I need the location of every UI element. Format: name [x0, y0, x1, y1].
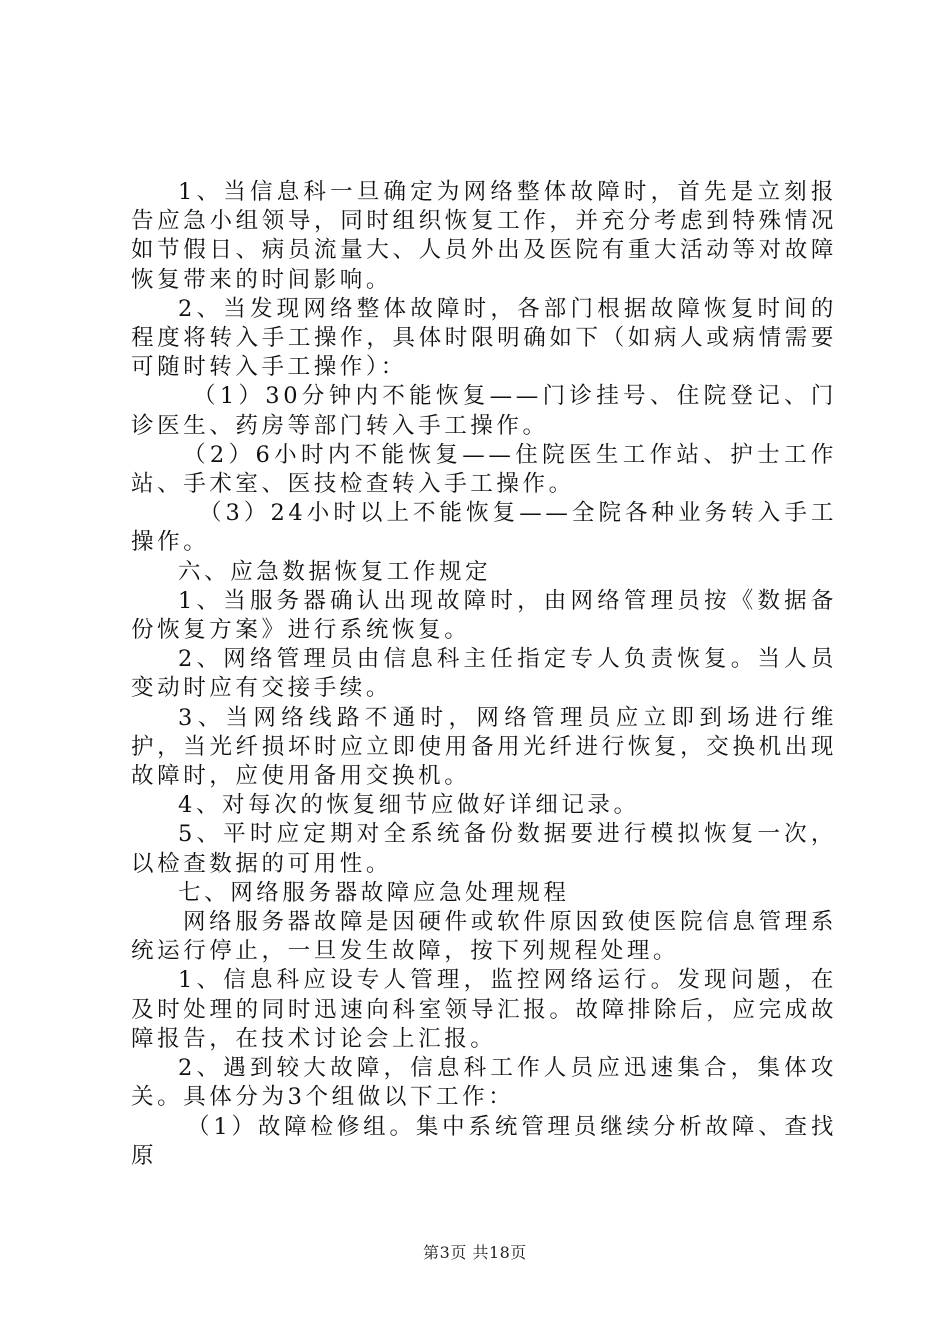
document-body	[131, 178, 837, 1171]
page-number-footer: 第3页 共18页	[423, 1243, 527, 1262]
paragraph-10: 4、对每次的恢复细节应做好详细记录。	[178, 792, 640, 819]
paragraph-1: 1、当信息科一旦确定为网络整体故障时，首先是立刻报告应急小组领导，同时组织恢复工作，并充分考虑到特殊情况如节假日、病员流量大、人员外出及医院有重大活动等对故障恢复带来的时间影响。	[131, 179, 837, 293]
paragraph-5: （3）24小时以上不能恢复——全院各种业务转入手工操作。	[131, 500, 837, 556]
paragraph-3: （1）30分钟内不能恢复——门诊挂号、住院登记、门诊医生、药房等部门转入手工操作。	[131, 383, 837, 439]
section-heading-6: 六、应急数据恢复工作规定	[178, 558, 492, 585]
paragraph-4: （2）6小时内不能恢复——住院医生工作站、护士工作站、手术室、医技检查转入手工操作。	[131, 441, 837, 498]
paragraph-15: 2、遇到较大故障，信息科工作人员应迅速集合，集体攻关。具体分为3个组做以下工作：	[131, 1055, 837, 1111]
paragraph-8: 2、网络管理员由信息科主任指定专人负责恢复。当人员变动时应有交接手续。	[131, 646, 837, 702]
paragraph-11: 5、平时应定期对全系统备份数据要进行模拟恢复一次，以检查数据的可用性。	[131, 821, 837, 877]
paragraph-2: 2、当发现网络整体故障时，各部门根据故障恢复时间的程度将转入手工操作，具体时限明确如下（如病人或病情需要可随时转入手工操作）：	[131, 295, 837, 381]
paragraph-14: 1、信息科应设专人管理，监控网络运行。发现问题，在及时处理的同时迅速向科室领导汇报。故障排除后，应完成故障报告，在技术讨论会上汇报。	[131, 967, 837, 1052]
paragraph-16: （1）故障检修组。集中系统管理员继续分析故障、查找原	[131, 1113, 837, 1169]
paragraph-9: 3、当网络线路不通时，网络管理员应立即到场进行维护，当光纤损坏时应立即使用备用光纤进行恢复，交换机出现故障时，应使用备用交换机。	[131, 704, 837, 790]
paragraph-7: 1、当服务器确认出现故障时，由网络管理员按《数据备份恢复方案》进行系统恢复。	[131, 587, 837, 644]
paragraph-13: 网络服务器故障是因硬件或软件原因致使医院信息管理系统运行停止，一旦发生故障，按下列规程处理。	[131, 909, 837, 965]
section-heading-7: 七、网络服务器故障应急处理规程	[178, 879, 570, 906]
